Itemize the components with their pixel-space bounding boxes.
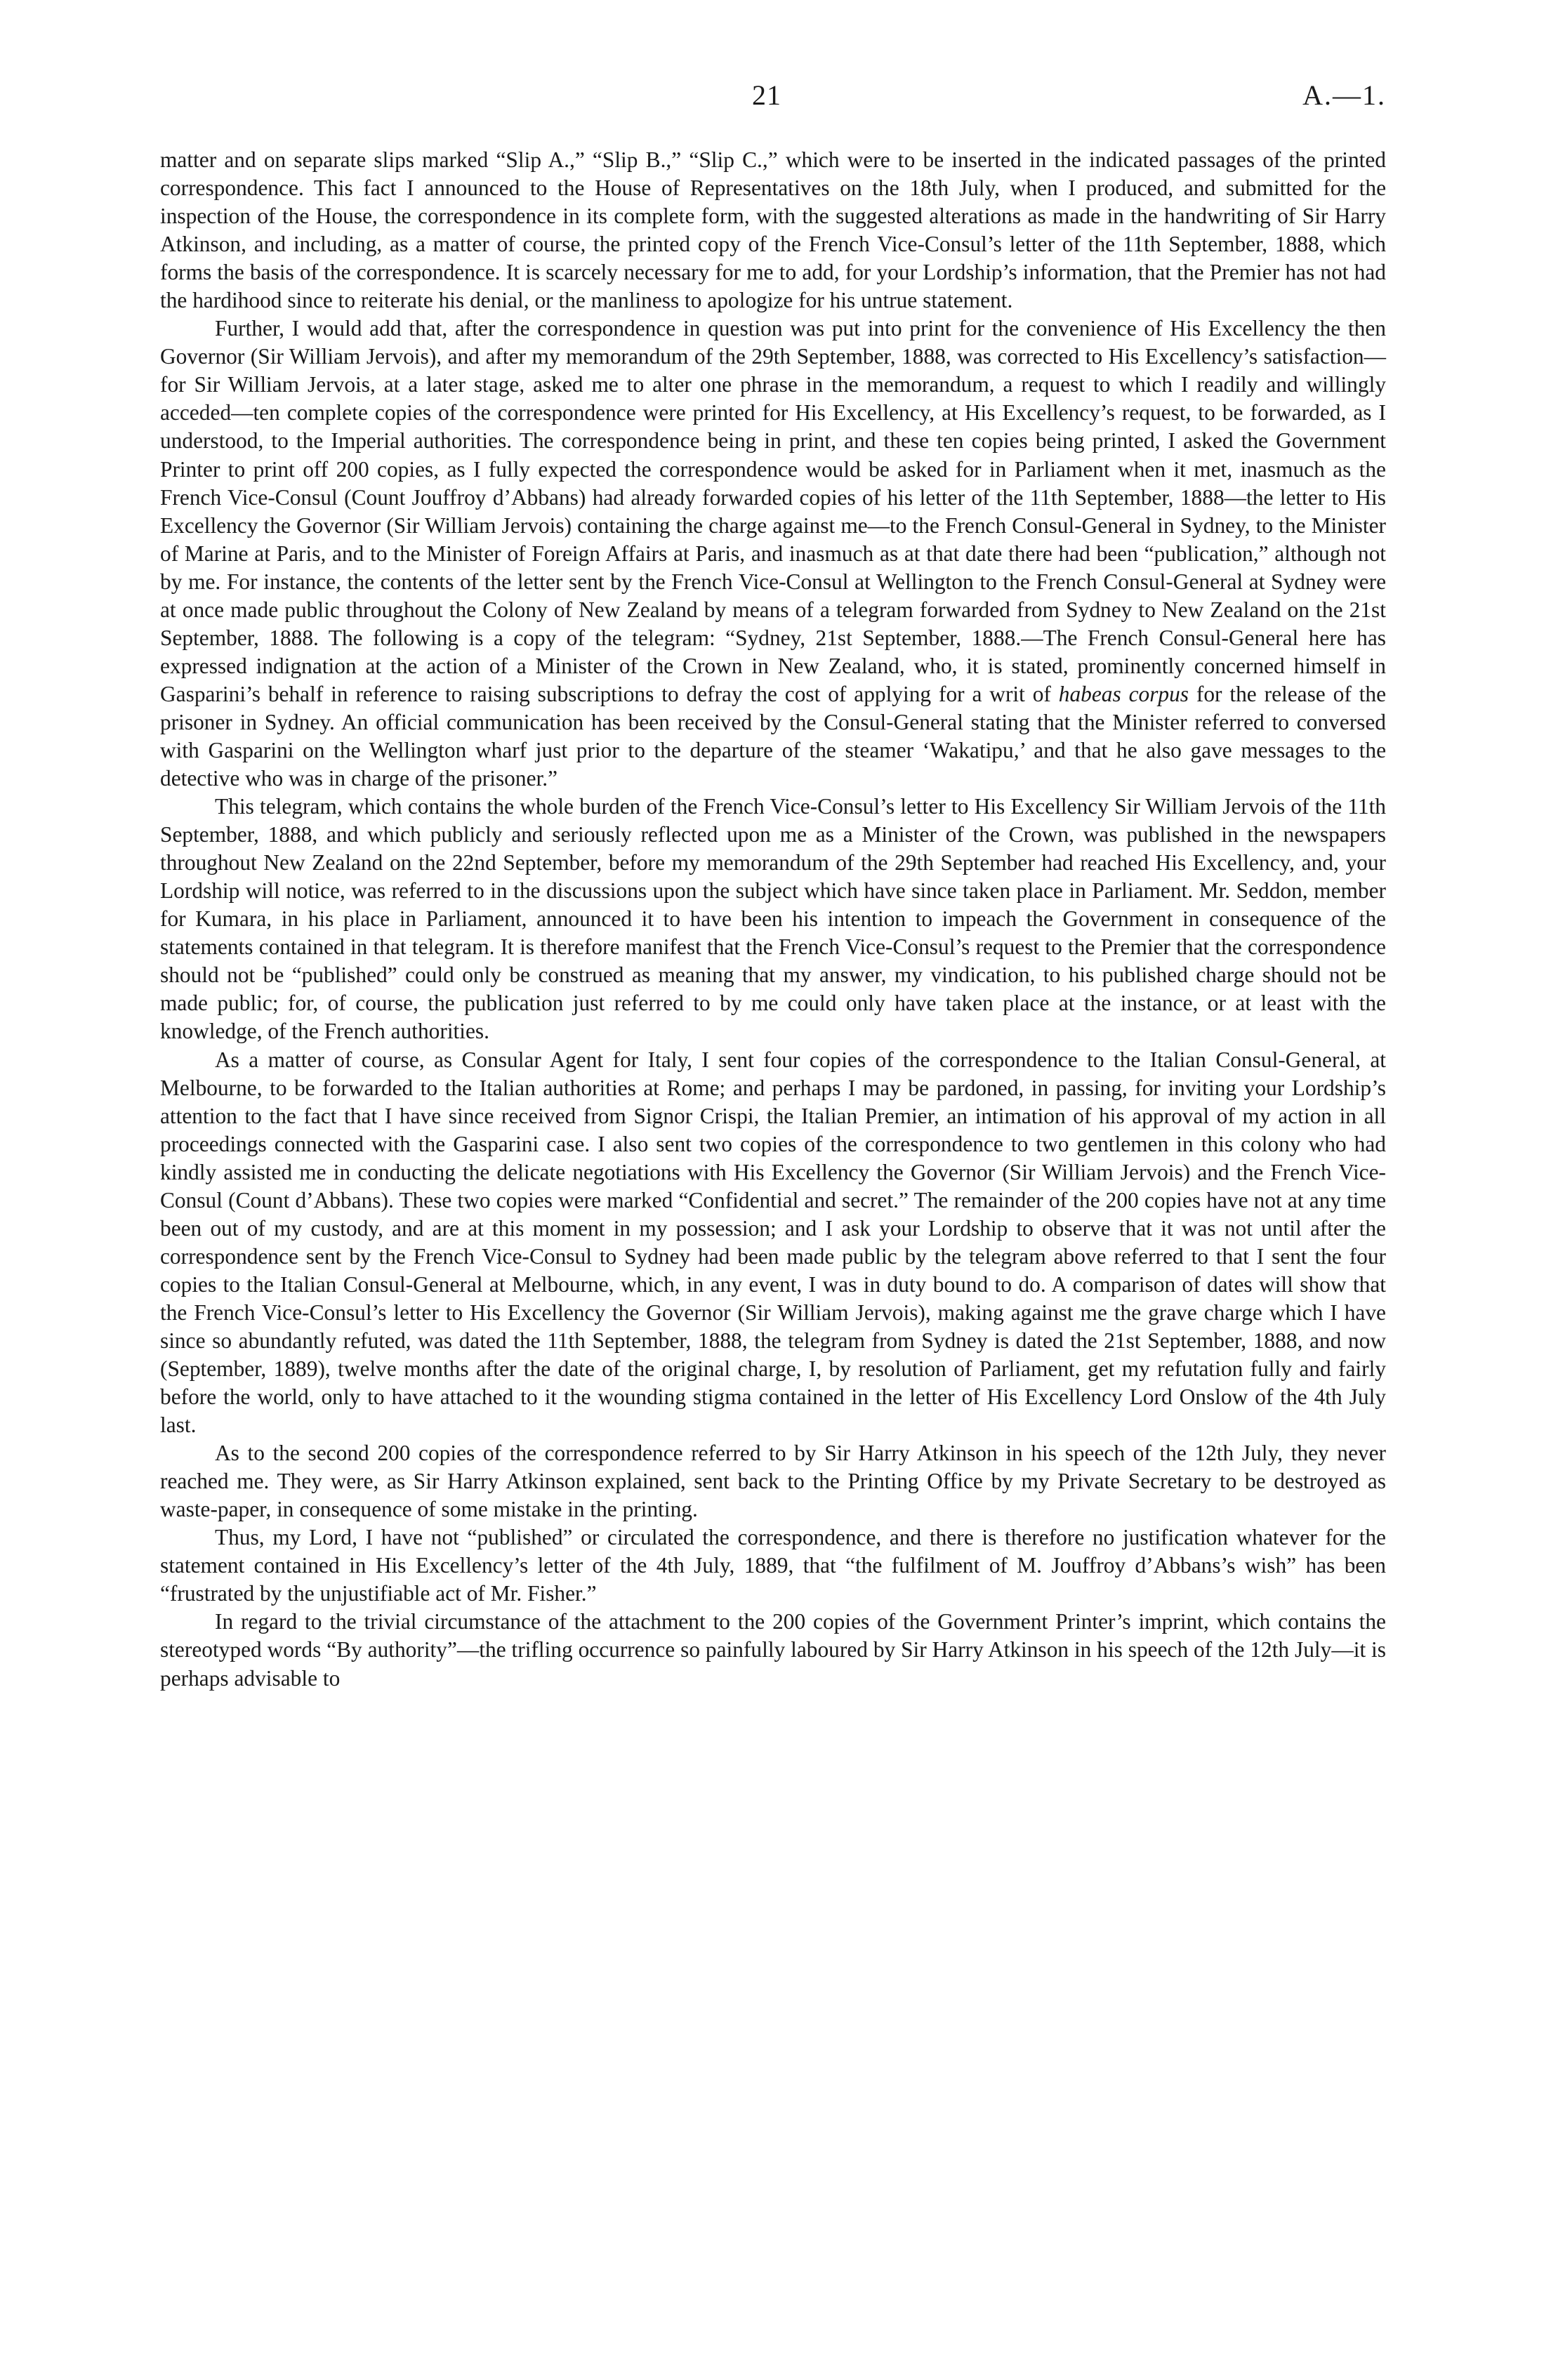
paragraph-1 (160, 146, 1386, 315)
paragraph-4 (160, 1046, 1386, 1440)
paragraph-5 (160, 1439, 1386, 1523)
body-text (160, 146, 1386, 1693)
paragraph-6-text: Thus, my Lord, I have not “published” or circulated the correspondence, and there is therefore no justification whatever for the statement contained in His Excellency’s letter of the 4th July, 1889, that “the fulfilment of M. Jouffroy d’Abbans’s wish” has been “frustrated by the unjustifiable act of Mr. Fisher.” (160, 1525, 1386, 1606)
paragraph-3-text: This telegram, which contains the whole burden of the French Vice-Consul’s letter to His Excellency Sir William Jervois of the 11th September, 1888, and which publicly and seriously reflected upon me as a Minister of the Crown, was published in the newspapers throughout New Zealand on the 22nd September, before my memorandum of the 29th September had reached His Excellency, and, your Lordship will notice, was referred to in the discussions upon the subject which have since taken place in Parliament. Mr. Seddon, member for Kumara, in his place in Parliament, announced it to have been his intention to impeach the Government in consequence of the statements contained in that telegram. It is therefore manifest that the French Vice-Consul’s request to the Premier that the correspondence should not be “published” could only be construed as meaning that my answer, my vindication, to his published charge should not be made public; for, of course, the publication just referred to by me could only have taken place at the instance, or at least with the knowledge, of the French authorities. (160, 794, 1386, 1044)
habeas-corpus-term: habeas corpus (1058, 681, 1189, 706)
paragraph-3 (160, 793, 1386, 1045)
page-number: 21 (752, 79, 781, 111)
paragraph-1-text: matter and on separate slips marked “Slip A.,” “Slip B.,” “Slip C.,” which were to be inserted in the indicated passages of the printed correspondence. This fact I announced to the House of Representatives on the 18th July, when I produced, and submitted for the inspection of the House, the correspondence in its complete form, with the suggested alterations as made in the handwriting of Sir Harry Atkinson, and including, as a matter of course, the printed copy of the French Vice-Consul’s letter of the 11th September, 1888, which forms the basis of the correspondence. It is scarcely necessary for me to add, for your Lordship’s information, that the Premier has not had the hardihood since to reiterate his denial, or the manliness to apologize for his untrue statement. (160, 147, 1386, 313)
paragraph-7 (160, 1608, 1386, 1692)
paragraph-6 (160, 1523, 1386, 1608)
paragraph-7-text: In regard to the trivial circumstance of the attachment to the 200 copies of the Government Printer’s imprint, which contains the stereotyped words “By authority”—the trifling occurrence so painfully laboured by Sir Harry Atkinson in his speech of the 12th July—it is perhaps advisable to (160, 1609, 1386, 1691)
paragraph-2-text: Further, I would add that, after the correspondence in question was put into print for the convenience of His Excellency the then Governor (Sir William Jervois), and after my memorandum of the 29th September, 1888, was corrected to His Excellency’s satisfaction—for Sir William Jervois, at a later stage, asked me to alter one phrase in the memorandum, a request to which I readily and willingly acceded—ten complete copies of the correspondence were printed for His Excellency, at His Excellency’s request, to be forwarded, as I understood, to the Imperial authorities. The correspondence being in print, and these ten copies being printed, I asked the Government Printer to print off 200 copies, as I fully expected the correspondence would be asked for in Parliament when it met, inasmuch as the French Vice-Consul (Count Jouffroy d’Abbans) had already forwarded copies of his letter of the 11th September, 1888—the letter to His Excellency the Governor (Sir William Jervois) containing the charge against me—to the French Consul-General in Sydney, to the Minister of Marine at Paris, and to the Minister of Foreign Affairs at Paris, and inasmuch as at that date there had been “publication,” although not by me. For instance, the contents of the letter sent by the French Vice-Consul at Wellington to the French Consul-General at Sydney were at once made public throughout the Colony of New Zealand by means of a telegram forwarded from Sydney to New Zealand on the 21st September, 1888. The following is a copy of the telegram: “Sydney, 21st September, 1888.—The French Consul-General here has expressed indignation at the action of a Minister of the Crown in New Zealand, who, it is stated, prominently concerned himself in Gasparini’s behalf in reference to raising subscriptions to defray the cost of applying for a writ of (160, 316, 1386, 706)
paragraph-4-text: As a matter of course, as Consular Agent for Italy, I sent four copies of the correspondence to the Italian Consul-General, at Melbourne, to be forwarded to the Italian authorities at Rome; and perhaps I may be pardoned, in passing, for inviting your Lordship’s attention to the fact that I have since received from Signor Crispi, the Italian Premier, an intimation of his approval of my action in all proceedings connected with the Gasparini case. I also sent two copies of the correspondence to two gentlemen in this colony who had kindly assisted me in conducting the delicate negotiations with His Excellency the Governor (Sir William Jervois) and the French Vice-Consul (Count d’Abbans). These two copies were marked “Confidential and secret.” The remainder of the 200 copies have not at any time been out of my custody, and are at this moment in my possession; and I ask your Lordship to observe that it was not until after the correspondence sent by the French Vice-Consul to Sydney had been made public by the telegram above referred to that I sent the four copies to the Italian Consul-General at Melbourne, which, in any event, I was in duty bound to do. A comparison of dates will show that the French Vice-Consul’s letter to His Excellency the Governor (Sir William Jervois), making against me the grave charge which I have since so abundantly refuted, was dated the 11th September, 1888, the telegram from Sydney is dated the 21st September, 1888, and now (September, 1889), twelve months after the date of the original charge, I, by resolution of Parliament, get my refutation fully and fairly before the world, only to have attached to it the wounding stigma contained in the letter of His Excellency Lord Onslow of the 4th July last. (160, 1047, 1386, 1438)
paragraph-2-text-after: for the release of the prisoner in Sydney. An official communication has been received by the Consul-General stating that the Minister referred to conversed with Gasparini on the Wellington wharf just prior to the departure of the steamer ‘Wakatipu,’ and that he also gave messages to the detective who was in charge of the prisoner.” (160, 681, 1386, 791)
document-page (160, 0, 1386, 2380)
document-reference: A.—1. (1302, 79, 1386, 111)
paragraph-2 (160, 315, 1386, 793)
running-header (160, 79, 1386, 121)
paragraph-5-text: As to the second 200 copies of the correspondence referred to by Sir Harry Atkinson in his speech of the 12th July, they never reached me. They were, as Sir Harry Atkinson explained, sent back to the Printing Office by my Private Secretary to be destroyed as waste-paper, in consequence of some mistake in the printing. (160, 1441, 1386, 1522)
